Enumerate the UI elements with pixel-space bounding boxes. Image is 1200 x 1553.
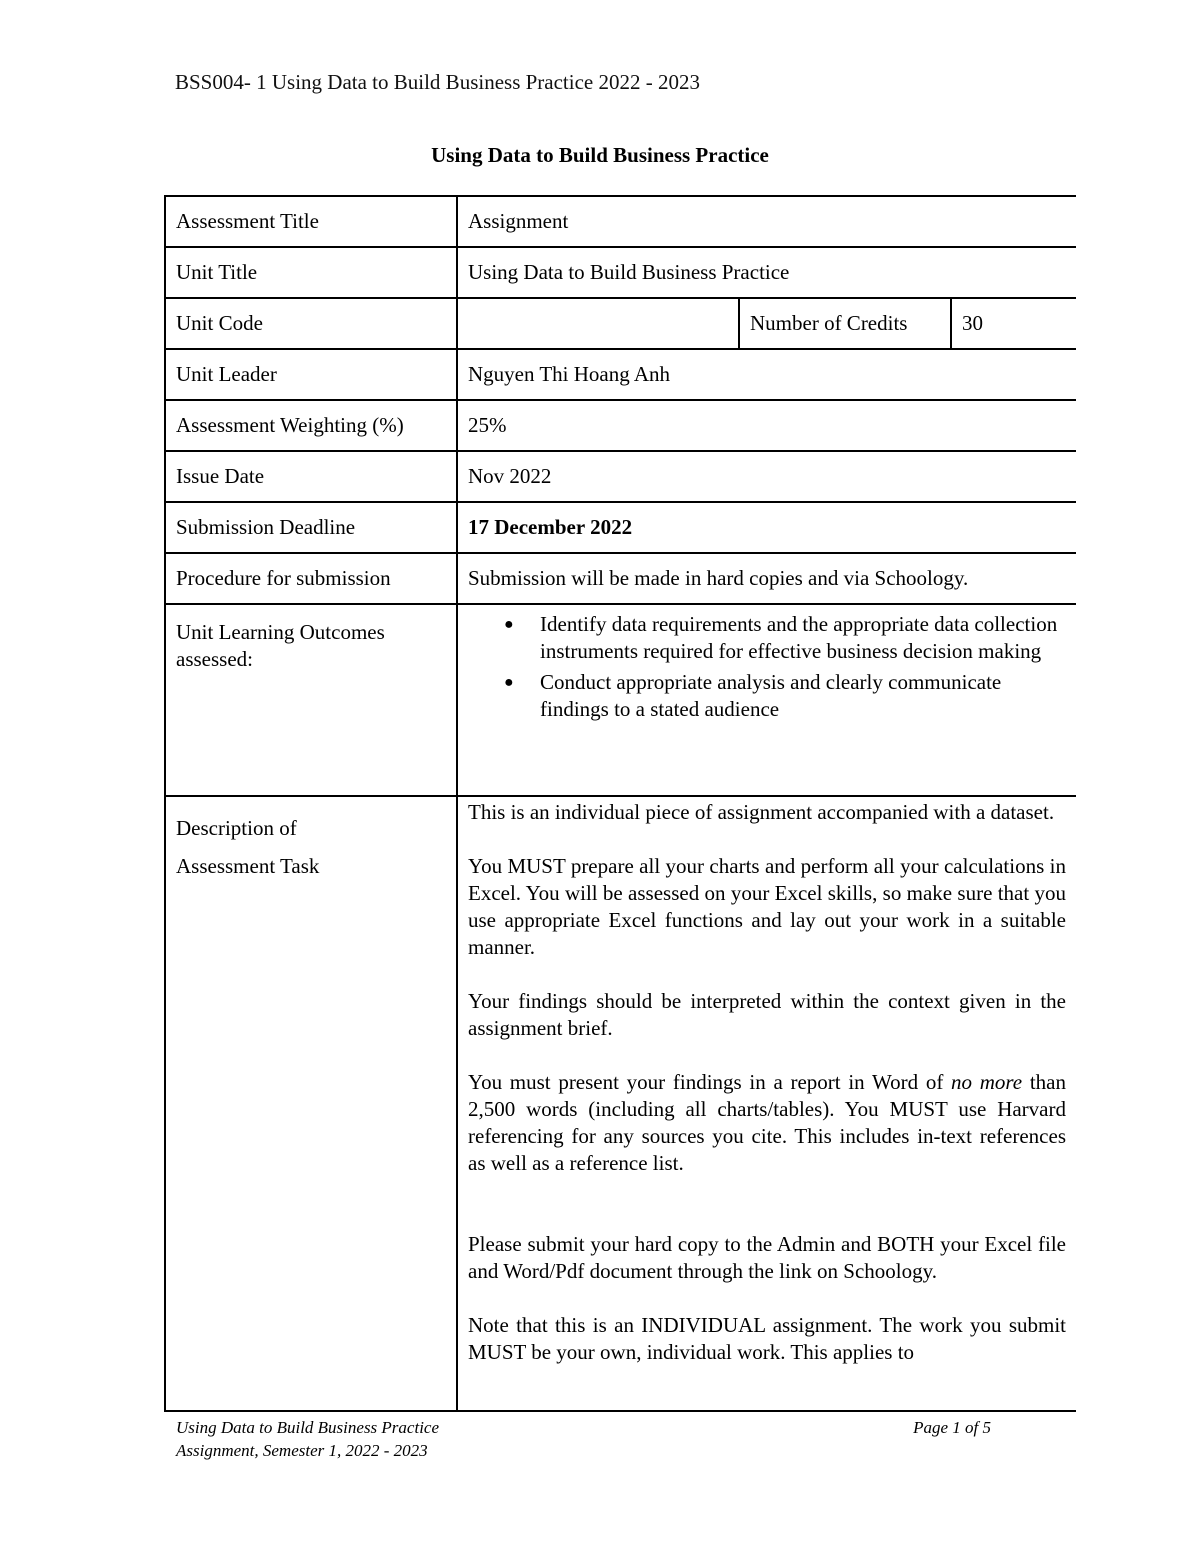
document-title: Using Data to Build Business Practice (431, 143, 769, 167)
text-span: than 2,500 words (including all charts/tables). You MUST use Harvard referencing for any sources you cite. This includes in-text references as well as a reference list. (468, 1070, 1066, 1175)
value-weighting: 25% (457, 400, 1076, 451)
row-learning-outcomes (165, 604, 1076, 796)
footer-title: Using Data to Build Business Practice (176, 1418, 440, 1437)
bullet-icon: ● (504, 616, 514, 633)
label-line: Description of (176, 816, 297, 840)
footer-semester: Assignment, Semester 1, 2022 - 2023 (176, 1441, 428, 1460)
row-assessment-task (165, 796, 1076, 1412)
value-unit-code (457, 298, 739, 349)
label-unit-leader: Unit Leader (165, 349, 457, 400)
label-weighting: Assessment Weighting (%) (165, 400, 457, 451)
row-assessment-title (165, 196, 1076, 247)
label-line: Assessment Task (176, 854, 320, 878)
row-deadline (165, 502, 1076, 553)
value-unit-title: Using Data to Build Business Practice (457, 247, 1076, 298)
label-unit-title: Unit Title (165, 247, 457, 298)
label-assessment-task (165, 796, 457, 1412)
row-unit-leader (165, 349, 1076, 400)
task-description (468, 797, 1066, 1366)
page-number: Page 1 of 5 (913, 1418, 991, 1437)
label-learning-outcomes: Unit Learning Outcomes assessed: (165, 604, 457, 796)
task-paragraph: Note that this is an INDIVIDUAL assignment. The work you submit MUST be your own, individual work. This applies to (468, 1313, 1066, 1364)
outcome-text: Conduct appropriate analysis and clearly communicate findings to a stated audience (540, 670, 1002, 721)
value-assessment-task (457, 796, 1076, 1412)
emphasis-text: no more (951, 1070, 1023, 1094)
list-item (504, 611, 1066, 665)
row-unit-title (165, 247, 1076, 298)
assessment-info-table-frame (164, 195, 1076, 1412)
outcomes-list (468, 611, 1066, 723)
label-number-of-credits: Number of Credits (739, 298, 951, 349)
assessment-info-table (164, 195, 1076, 1412)
value-number-of-credits: 30 (951, 298, 1076, 349)
page-footer (176, 1416, 991, 1462)
row-weighting (165, 400, 1076, 451)
label-procedure: Procedure for submission (165, 553, 457, 604)
row-procedure (165, 553, 1076, 604)
task-paragraph (468, 1069, 1066, 1177)
value-procedure: Submission will be made in hard copies and via Schoology. (457, 553, 1076, 604)
value-learning-outcomes (457, 604, 1076, 796)
running-header: BSS004- 1 Using Data to Build Business Practice 2022 - 2023 (175, 70, 700, 94)
label-deadline: Submission Deadline (165, 502, 457, 553)
list-item (504, 669, 1066, 723)
task-paragraph: You MUST prepare all your charts and perform all your calculations in Excel. You will be assessed on your Excel skills, so make sure that you use appropriate Excel functions and lay out your work in a suitable manner. (468, 854, 1066, 959)
value-assessment-title: Assignment (457, 196, 1076, 247)
outcome-text: Identify data requirements and the appropriate data collection instruments required for effective business decision making (540, 612, 1058, 663)
label-assessment-title: Assessment Title (165, 196, 457, 247)
value-issue-date: Nov 2022 (457, 451, 1076, 502)
task-paragraph: Please submit your hard copy to the Admin and BOTH your Excel file and Word/Pdf document through the link on Schoology. (468, 1232, 1066, 1283)
value-unit-leader: Nguyen Thi Hoang Anh (457, 349, 1076, 400)
text-span: You must present your findings in a report in Word of (468, 1070, 952, 1094)
label-issue-date: Issue Date (165, 451, 457, 502)
task-paragraph: Your findings should be interpreted within the context given in the assignment brief. (468, 989, 1066, 1040)
label-unit-code: Unit Code (165, 298, 457, 349)
bullet-icon: ● (504, 674, 514, 691)
row-issue-date (165, 451, 1076, 502)
task-paragraph: This is an individual piece of assignment accompanied with a dataset. (468, 800, 1055, 824)
row-unit-code (165, 298, 1076, 349)
value-deadline: 17 December 2022 (457, 502, 1076, 553)
